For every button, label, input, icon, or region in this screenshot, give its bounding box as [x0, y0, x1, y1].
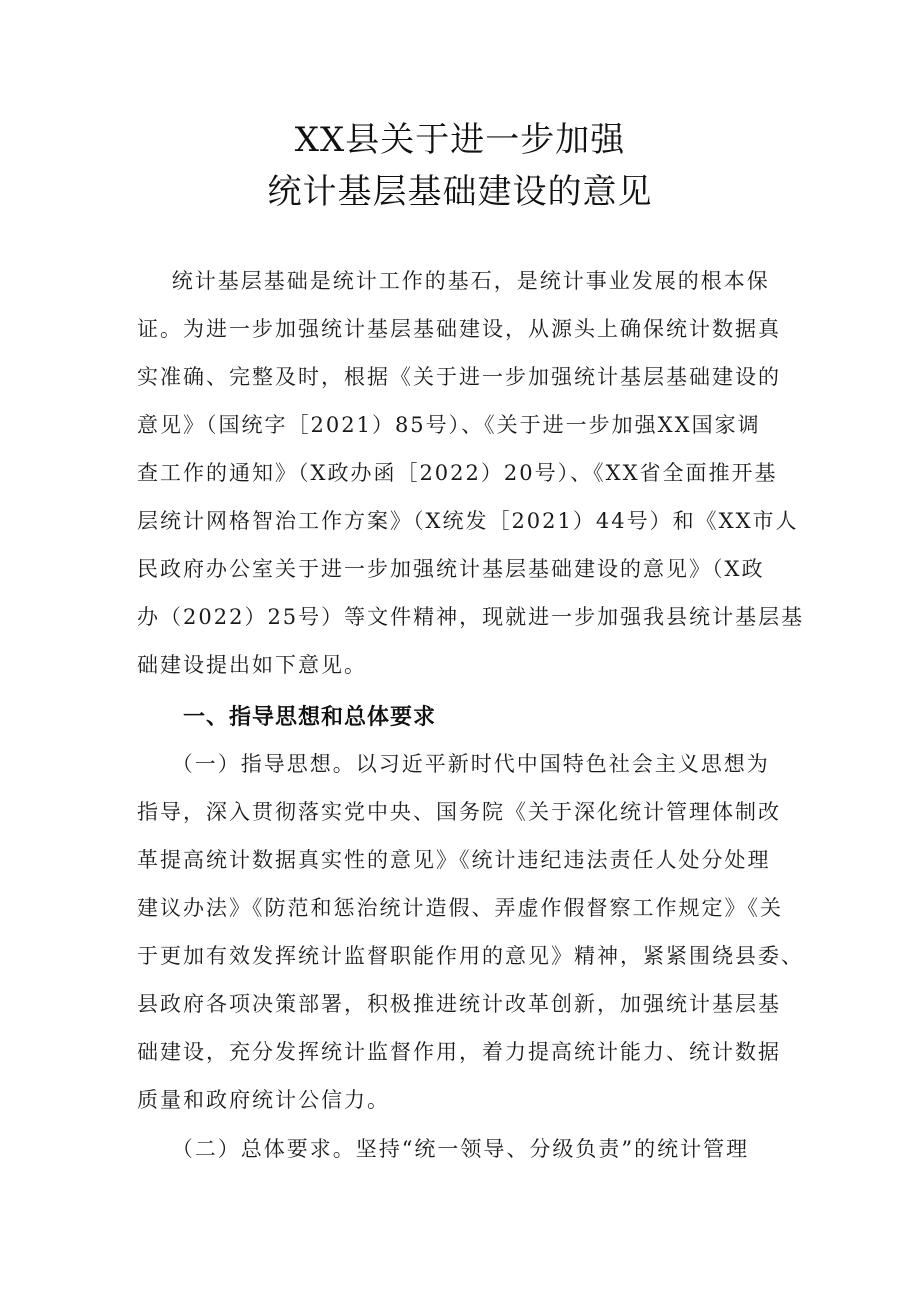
paragraph-line: （一）指导思想。以习近平新时代中国特色社会主义思想为	[137, 752, 770, 776]
paragraph-line: 指导，深入贯彻落实党中央、国务院《关于深化统计管理体制改	[137, 800, 781, 824]
paragraph-line: 于更加有效发挥统计监督职能作用的意见》精神，紧紧围绕县委、	[137, 944, 804, 968]
section-heading: 一、指导思想和总体要求	[183, 705, 437, 730]
paragraph-line: （二）总体要求。坚持“统一领导、分级负责”的统计管理	[137, 1137, 750, 1161]
document-title-line-1: XX县关于进一步加强	[294, 120, 626, 160]
paragraph-line: 证。为进一步加强统计基层基础建设，从源头上确保统计数据真	[137, 317, 781, 341]
paragraph-line: 建议办法》《防范和惩治统计造假、弄虚作假督察工作规定》《关	[137, 896, 783, 920]
paragraph-line: 统计基层基础是统计工作的基石，是统计事业发展的根本保	[137, 269, 770, 293]
paragraph-line: 办（2022）25号）等文件精神，现就进一步加强我县统计基层基	[137, 605, 805, 629]
paragraph-line: 查工作的通知》（X政办函［2022）20号）、《XX省全面推开基	[137, 461, 778, 485]
document-title-line-2: 统计基层基础建设的意见	[267, 172, 653, 212]
paragraph-line: 础建设提出如下意见。	[137, 653, 367, 677]
paragraph-line: 层统计网格智治工作方案》（X统发［2021）44号）和《XX市人	[137, 509, 799, 533]
paragraph-line: 础建设，充分发挥统计监督作用，着力提高统计能力、统计数据	[137, 1040, 781, 1064]
paragraph-line: 县政府各项决策部署，积极推进统计改革创新，加强统计基层基	[137, 992, 781, 1016]
paragraph-line: 质量和政府统计公信力。	[137, 1088, 390, 1112]
paragraph-line: 革提高统计数据真实性的意见》《统计违纪违法责任人处分处理	[137, 848, 771, 872]
paragraph-line: 实准确、完整及时，根据《关于进一步加强统计基层基础建设的	[137, 365, 781, 389]
paragraph-line: 民政府办公室关于进一步加强统计基层基础建设的意见》（X政	[137, 557, 765, 581]
paragraph-line: 意见》（国统字［2021）85号）、《关于进一步加强XX国家调	[137, 413, 761, 437]
